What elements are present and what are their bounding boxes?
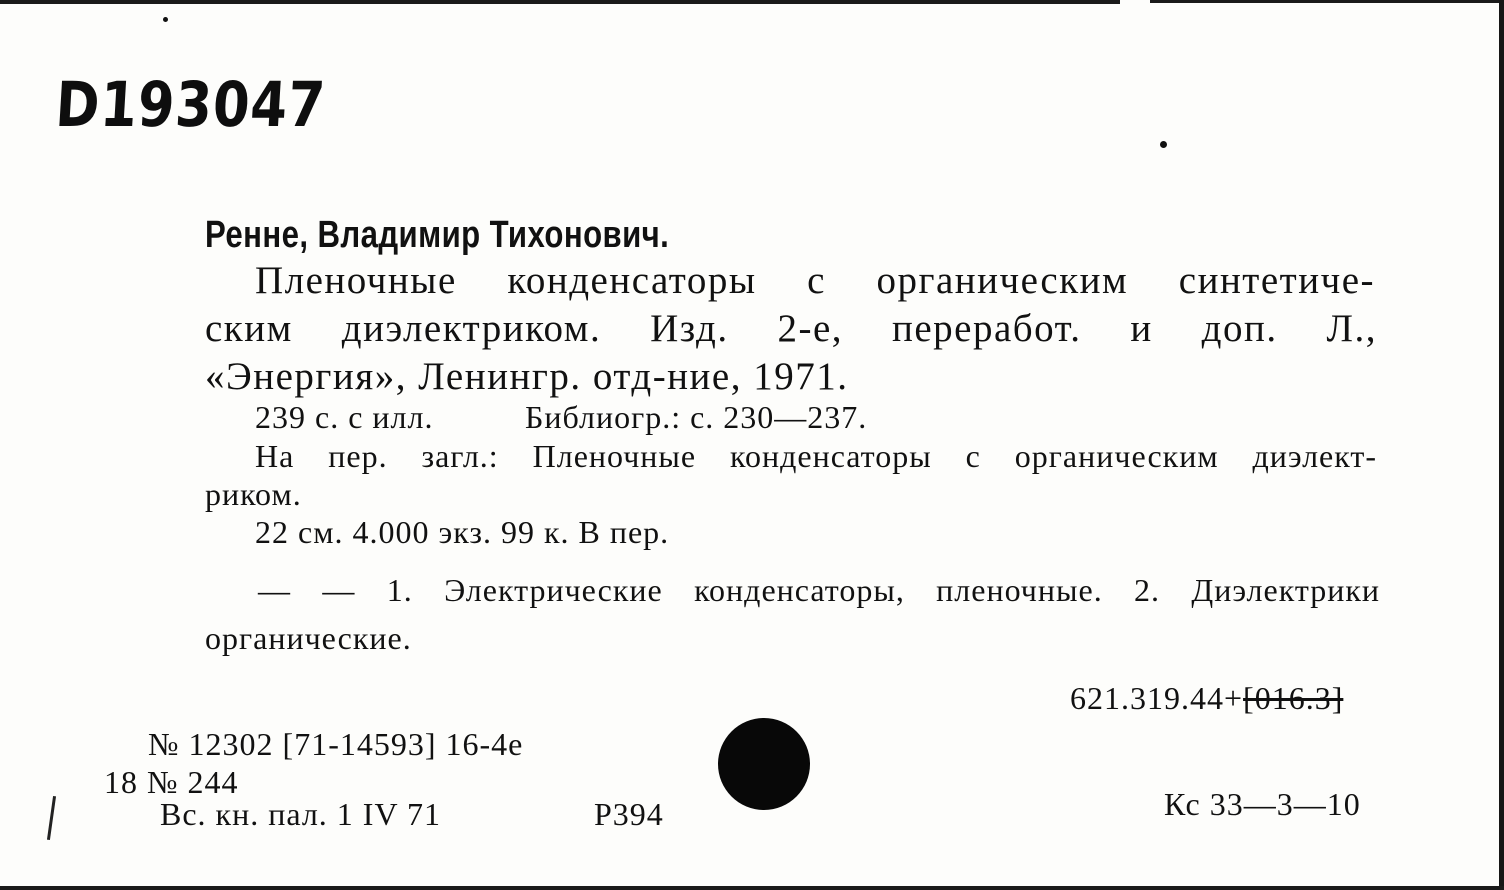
udc-main: 621.319.44+ <box>1070 680 1244 716</box>
copy-number: 18 № 244 <box>104 764 239 800</box>
subjects-line-2: органические. <box>205 620 412 656</box>
physical-description: 22 см. 4.000 экз. 99 к. В пер. <box>255 514 670 550</box>
subjects-line-1: — — 1. Электрические конденсаторы, пленочные. 2. Диэлектрики <box>258 572 1380 608</box>
card-bottom-edge <box>0 886 1504 890</box>
bibliography-info: Библиогр.: с. 230—237. <box>525 399 868 435</box>
title-line-1: Пленочные конденсаторы с органическим синтетиче- <box>255 259 1375 302</box>
card-top-edge <box>0 0 1120 4</box>
udc-struck-out: [016.3] <box>1243 680 1344 716</box>
cover-title-line-2: риком. <box>205 476 302 512</box>
author-heading: Ренне, Владимир Тихонович. <box>205 214 670 256</box>
code-number: Р394 <box>594 796 664 832</box>
udc-classification <box>1070 680 1343 717</box>
pencil-mark <box>47 796 56 840</box>
title-line-2: ским диэлектриком. Изд. 2-е, переработ. и доп. Л., <box>205 307 1377 350</box>
pages-info: 239 с. с илл. <box>255 399 434 435</box>
ink-speck <box>163 17 168 22</box>
punched-hole <box>718 718 810 810</box>
title-line-3: «Энергия», Ленингр. отд-ние, 1971. <box>205 355 849 398</box>
order-number: № 12302 [71-14593] 16-4е <box>148 726 524 762</box>
price-code: Кс 33—3—10 <box>1164 786 1361 822</box>
printing-info: Вс. кн. пал. 1 IV 71 <box>160 796 441 832</box>
handwritten-catalog-number: D193047 <box>53 68 328 141</box>
card-right-edge <box>1499 0 1504 890</box>
ink-speck <box>1160 141 1167 148</box>
cover-title-line-1: На пер. загл.: Пленочные конденсаторы с органическим диэлект- <box>255 438 1377 474</box>
card-top-edge-right <box>1150 0 1504 3</box>
